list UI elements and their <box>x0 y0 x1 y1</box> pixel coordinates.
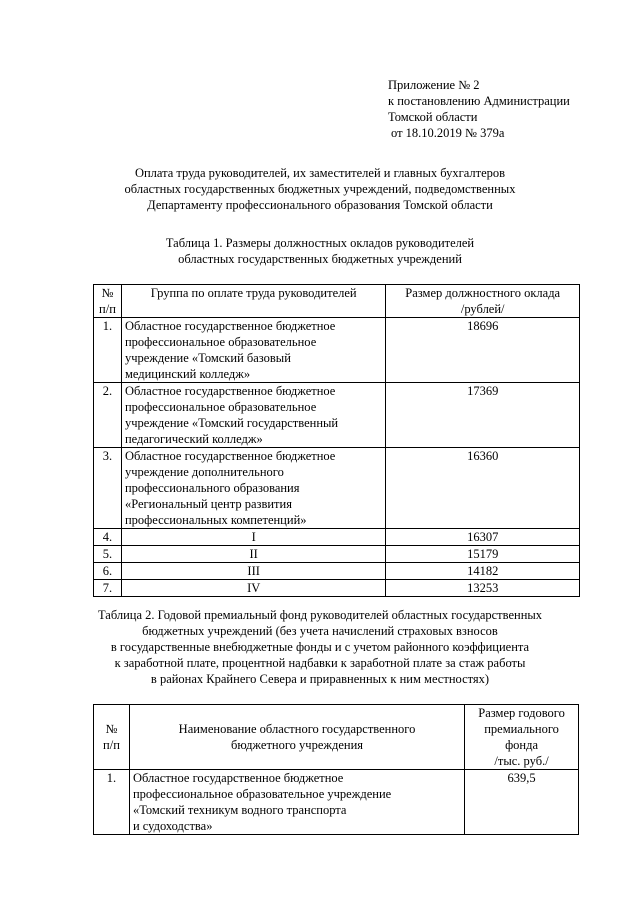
row-num: 6. <box>94 563 122 580</box>
caption-line: в районах Крайнего Севера и приравненных к ним местностях) <box>150 672 490 686</box>
table-row <box>94 529 580 546</box>
row-group: IV <box>121 580 385 597</box>
caption-line: Таблица 2. Годовой премиальный фонд руководителей областных государственных <box>97 608 543 622</box>
caption-line: в государственные внебюджетные фонды и с учетом районного коэффициента <box>110 640 530 654</box>
table-row <box>94 383 580 448</box>
row-fund: 639,5 <box>465 770 579 835</box>
appendix-line: Приложение № 2 <box>388 78 480 92</box>
table-row <box>94 546 580 563</box>
appendix-reference <box>388 77 570 141</box>
header-fund: Размер годового премиального фонда /тыс. руб./ <box>465 705 579 770</box>
row-group: II <box>121 546 385 563</box>
appendix-line: от 18.10.2019 № 379а <box>391 126 505 140</box>
table-row <box>94 563 580 580</box>
row-salary: 16360 <box>386 448 580 529</box>
caption-line: Таблица 1. Размеры должностных окладов руководителей <box>165 236 475 250</box>
row-salary: 13253 <box>386 580 580 597</box>
row-num: 7. <box>94 580 122 597</box>
heading-line: областных государственных бюджетных учреждений, подведомственных <box>124 182 516 196</box>
appendix-line: к постановлению Администрации <box>388 94 570 108</box>
salary-table <box>93 284 580 597</box>
row-group: I <box>121 529 385 546</box>
table-header-row <box>94 285 580 318</box>
table-row <box>94 318 580 383</box>
row-num: 3. <box>94 448 122 529</box>
row-salary: 18696 <box>386 318 580 383</box>
row-num: 1. <box>94 318 122 383</box>
heading-line: Департаменту профессионального образования Томской области <box>147 198 493 212</box>
heading-line: Оплата труда руководителей, их заместителей и главных бухгалтеров <box>134 166 506 180</box>
header-num: № п/п <box>94 285 122 318</box>
caption-line: к заработной плате, процентной надбавки к заработной плате за стаж работы <box>114 656 526 670</box>
caption-line: бюджетных учреждений (без учета начислений страховых взносов <box>142 624 498 638</box>
row-num: 2. <box>94 383 122 448</box>
table1-caption <box>0 235 640 267</box>
header-name: Наименование областного государственного бюджетного учреждения <box>129 705 464 770</box>
row-group: III <box>121 563 385 580</box>
row-institution: Областное государственное бюджетное профессиональное образовательное учреждение «Томский базовый медицинский колледж» <box>121 318 385 383</box>
row-num: 5. <box>94 546 122 563</box>
table-row <box>94 770 579 835</box>
table-row <box>94 448 580 529</box>
row-salary: 16307 <box>386 529 580 546</box>
document-heading <box>0 165 640 213</box>
row-salary: 17369 <box>386 383 580 448</box>
header-salary: Размер должностного оклада /рублей/ <box>386 285 580 318</box>
caption-line: областных государственных бюджетных учреждений <box>178 252 462 266</box>
row-num: 4. <box>94 529 122 546</box>
row-institution: Областное государственное бюджетное профессиональное образовательное учреждение «Томский техникум водного транспорта и судоходства» <box>129 770 464 835</box>
row-num: 1. <box>94 770 130 835</box>
row-salary: 15179 <box>386 546 580 563</box>
header-group: Группа по оплате труда руководителей <box>121 285 385 318</box>
row-institution: Областное государственное бюджетное профессиональное образовательное учреждение «Томский государственный педагогический колледж» <box>121 383 385 448</box>
table2-caption <box>0 607 640 687</box>
row-salary: 14182 <box>386 563 580 580</box>
table-row <box>94 580 580 597</box>
appendix-line: Томской области <box>388 110 478 124</box>
row-institution: Областное государственное бюджетное учреждение дополнительного профессионального образования «Региональный центр развития профессиональных компетенций» <box>121 448 385 529</box>
table-header-row <box>94 705 579 770</box>
bonus-fund-table <box>93 704 579 835</box>
header-num: № п/п <box>94 705 130 770</box>
